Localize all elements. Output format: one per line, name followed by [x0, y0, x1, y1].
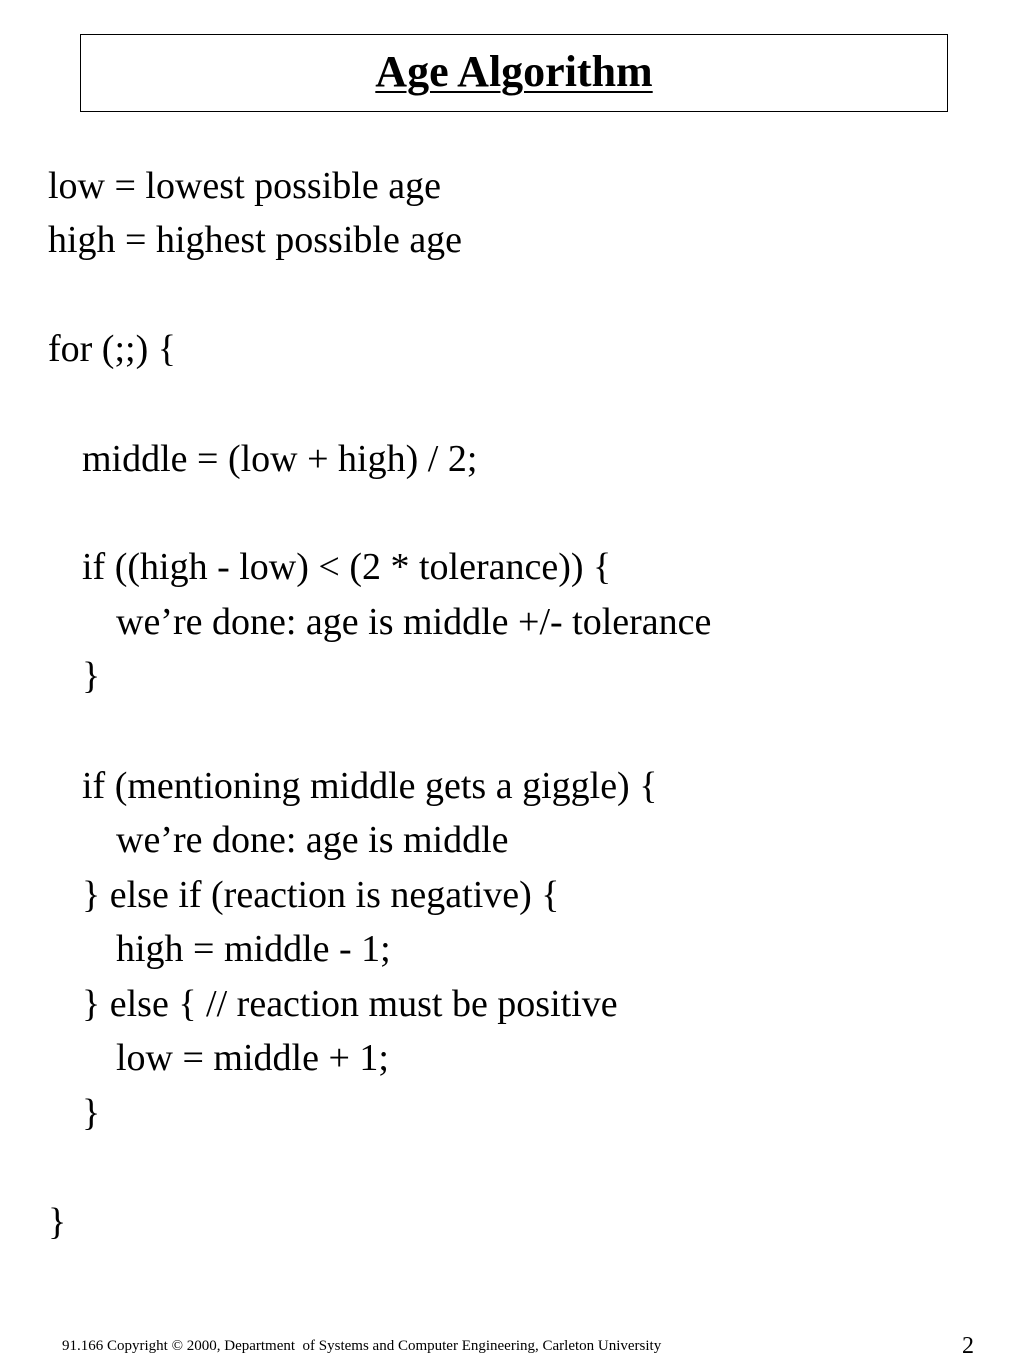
code-line: we’re done: age is middle +/- tolerance: [116, 601, 712, 643]
code-line: for (;;) {: [48, 328, 176, 370]
code-line: if (mentioning middle gets a giggle) {: [82, 765, 658, 807]
code-line: middle = (low + high) / 2;: [82, 438, 478, 480]
code-line: }: [82, 1092, 101, 1134]
code-line: low = lowest possible age: [48, 165, 441, 207]
code-line: we’re done: age is middle: [116, 819, 509, 861]
code-line: }: [82, 655, 101, 697]
code-line: high = middle - 1;: [116, 928, 391, 970]
footer-copyright: 91.166 Copyright © 2000, Department of Systems and Computer Engineering, Carleton University: [62, 1338, 662, 1354]
code-line: high = highest possible age: [48, 219, 463, 261]
slide-title: Age Algorithm: [375, 47, 653, 96]
page-number: 2: [962, 1333, 974, 1359]
code-line: if ((high - low) < (2 * tolerance)) {: [82, 546, 612, 588]
code-line: } else { // reaction must be positive: [82, 983, 618, 1025]
code-line: }: [48, 1201, 67, 1243]
title-box: [80, 34, 948, 112]
code-line: } else if (reaction is negative) {: [82, 874, 560, 916]
code-line: low = middle + 1;: [116, 1037, 389, 1079]
